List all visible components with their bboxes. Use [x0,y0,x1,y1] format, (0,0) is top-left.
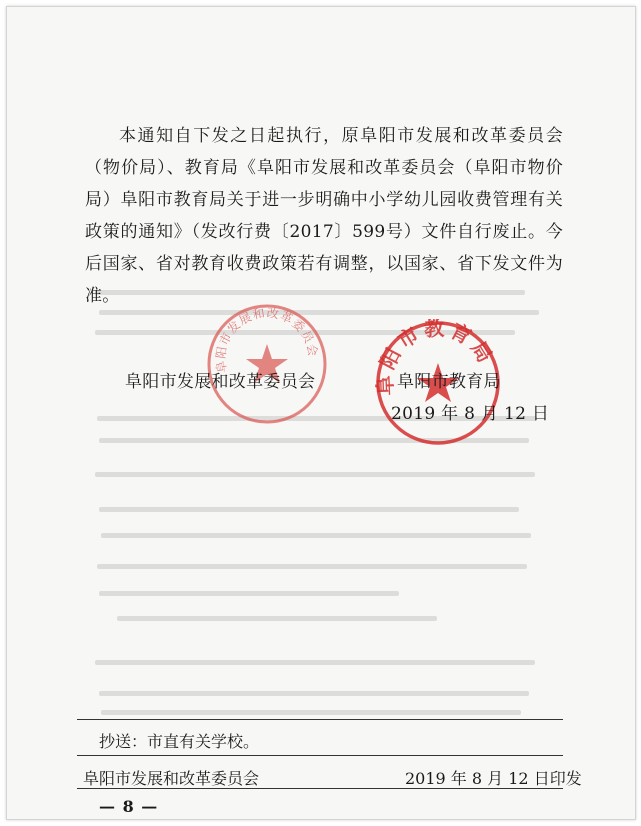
notice-body [85,120,563,312]
signature-date: 2019 年 8 月 12 日 [391,404,550,424]
closing-paragraph: 本通知自下发之日起执行，原阜阳市发展和改革委员会（物价局）、教育局《阜阳市发展和改革委员会（阜阳市物价局）阜阳市教育局关于进一步明确中小学幼儿园收费管理有关政策的通知》（发改行费〔2017〕599号）文件自行废止。今后国家、省对教育收费政策若有调整，以国家、省下发文件为准。 [85,126,563,306]
signer-education-bureau: 阜阳市教育局 [397,372,501,392]
footer-top-rule [77,719,563,720]
document-page [6,6,636,820]
right-seal-text: 阜阳市教育局 [374,319,498,396]
page-number: — 8 — [99,797,159,816]
print-date: 2019 年 8 月 12 日印发 [405,769,582,788]
footer-middle-rule [77,755,563,756]
printing-issuer: 阜阳市发展和改革委员会 [83,769,260,788]
dev-reform-commission-seal [205,302,329,426]
footer-bottom-rule [77,788,563,789]
left-seal-text: 阜阳市发展和改革委员会 [213,305,321,374]
signer-dev-reform-commission: 阜阳市发展和改革委员会 [125,372,316,392]
cc-line: 抄送：市直有关学校。 [99,732,260,751]
